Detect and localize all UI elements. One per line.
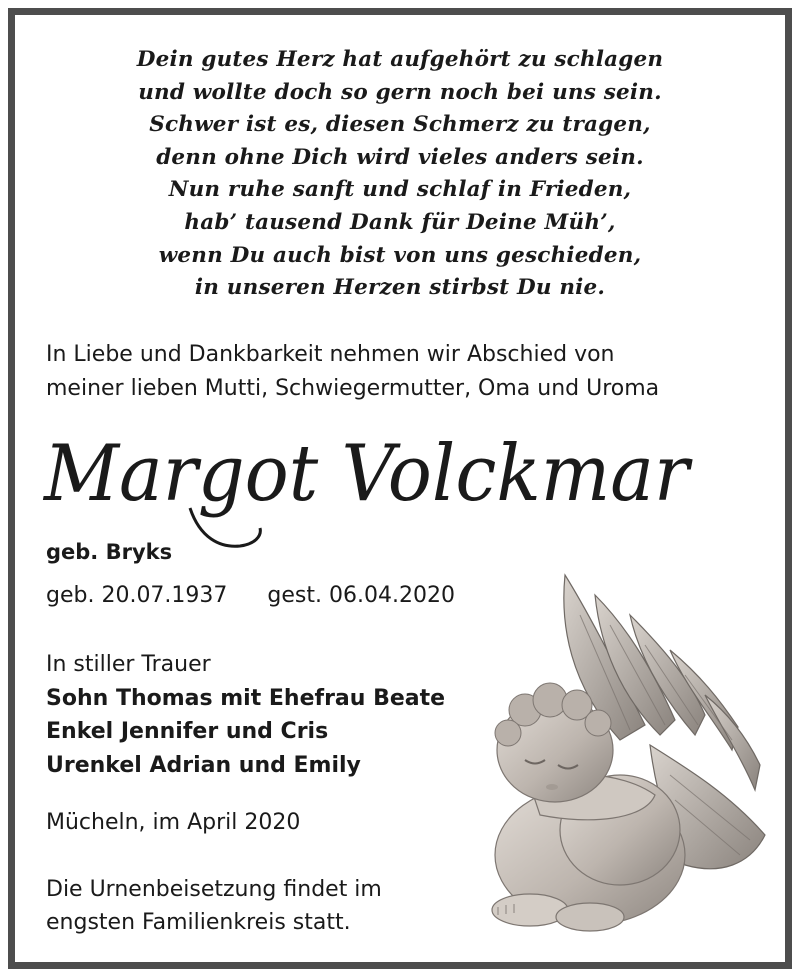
poem-line: denn ohne Dich wird vieles anders sein. [156,144,644,170]
birth-date: geb. 20.07.1937 [46,583,228,608]
intro-line: meiner lieben Mutti, Schwiegermutter, Oma und Uroma [46,375,660,401]
note-line: engsten Familienkreis statt. [46,910,351,935]
memorial-poem [30,44,770,305]
deceased-name [40,418,760,558]
deceased-name-script [40,418,760,558]
farewell-intro [46,338,659,405]
life-dates [46,583,455,608]
poem-line: wenn Du auch bist von uns geschieden, [158,242,642,268]
mourner-line: Enkel Jennifer und Cris [46,719,329,744]
intro-line: In Liebe und Dankbarkeit nehmen wir Abschied von [46,342,615,367]
poem-line: Schwer ist es, diesen Schmerz zu tragen, [149,112,651,138]
poem-line: Dein gutes Herz hat aufgehört zu schlagen [136,47,664,72]
sleeping-angel-icon [470,555,775,950]
note-line: Die Urnenbeisetzung findet im [46,877,382,902]
burial-note [46,873,382,939]
mourners-block [46,648,445,782]
poem-line: in unseren Herzen stirbst Du nie. [194,275,606,301]
mourner-line: Urenkel Adrian und Emily [46,752,361,778]
mourners-heading: In stiller Trauer [46,652,211,677]
poem-line: und wollte doch so gern noch bei uns sein. [138,79,662,105]
birth-name: geb. Bryks [46,540,173,564]
mourner-line: Sohn Thomas mit Ehefrau Beate [46,685,446,711]
poem-line: hab’ tausend Dank für Deine Müh’, [184,209,616,235]
deceased-name-text: Margot Volckmar [42,429,694,519]
poem-line: Nun ruhe sanft und schlaf in Frieden, [168,177,632,203]
death-date: gest. 06.04.2020 [267,583,455,608]
place-and-date: Mücheln, im April 2020 [46,810,301,835]
